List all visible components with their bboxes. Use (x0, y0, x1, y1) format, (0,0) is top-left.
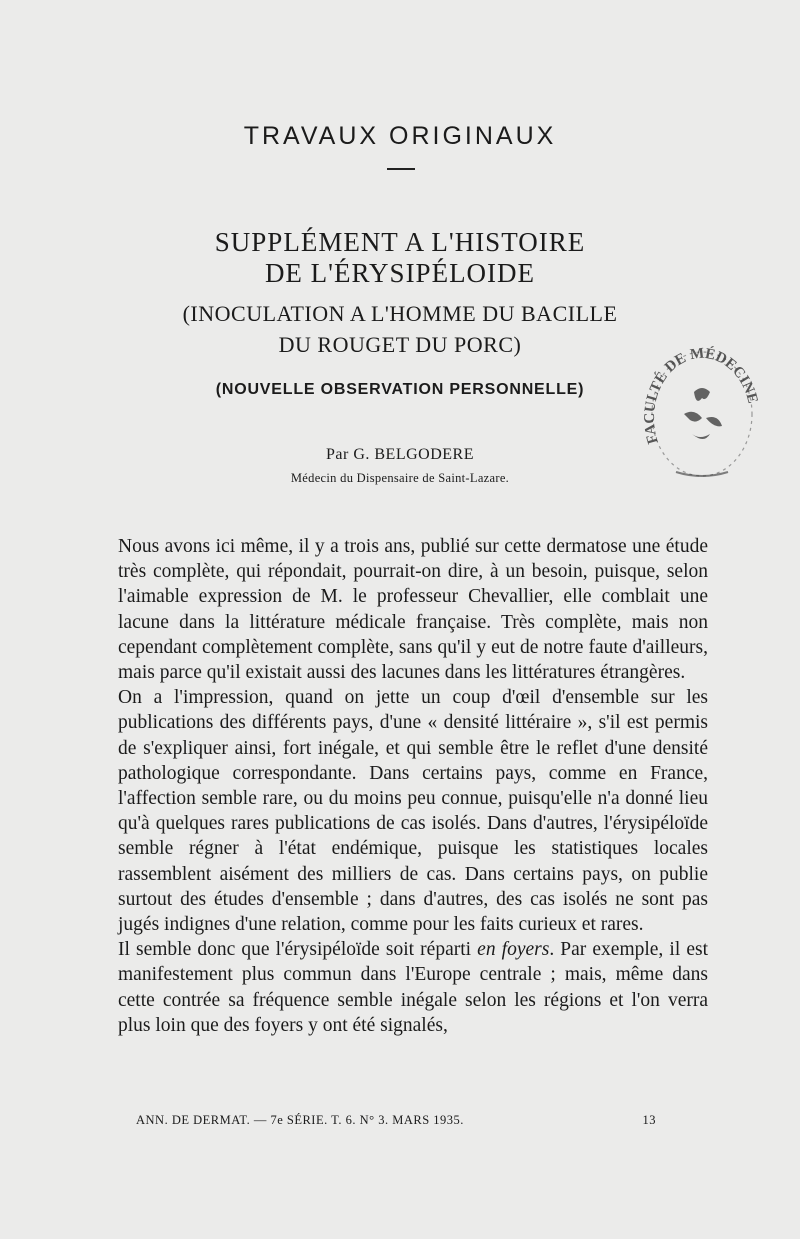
author-line: Par G. BELGODERE (326, 446, 474, 463)
page-number: 13 (642, 1113, 656, 1127)
paragraph-3: Il semble donc que l'érysipéloïde soit réparti en foyers. Par exemple, il est manifestement plus commun dans l'Europe centrale ; mais, même dans cette contrée sa fréquence semble inégale selon les régions et l'on verra plus loin que des foyers y ont été signalés, (118, 939, 708, 1036)
article-subtitle-line1: (INOCULATION A L'HOMME DU BACILLE (182, 301, 618, 326)
title-rule (387, 168, 415, 170)
journal-citation: ANN. DE DERMAT. — 7e SÉRIE. T. 6. N° 3. MARS 1935. (136, 1113, 464, 1127)
observation-heading: (NOUVELLE OBSERVATION PERSONNELLE) (215, 381, 585, 398)
library-stamp (636, 322, 768, 492)
author-affiliation: Médecin du Dispensaire de Saint-Lazare. (290, 471, 510, 485)
emphasis-en-foyers: en foyers (477, 939, 550, 961)
stamp-text: FACULTÉ DE MÉDECINE (641, 345, 761, 446)
article-title-line2: DE L'ÉRYSIPÉLOIDE (264, 258, 536, 288)
paragraph-1: Nous avons ici même, il y a trois ans, publié sur cette dermatose une étude très complète, qui répondait, pourrait-on dire, à un besoin, puisque, selon l'aimable expression de M. le professeur Chevallier, elle comblait une lacune dans la littérature médicale française. Très complète, mais non cependant complètement complète, sans qu'il y eut de notre faute d'ailleurs, mais parce qu'il existait aussi des lacunes dans les littératures étrangères. (118, 536, 708, 684)
page-footer (136, 1113, 656, 1128)
article-title-line1: SUPPLÉMENT A L'HISTOIRE (214, 227, 586, 257)
article-subtitle-line2: DU ROUGET DU PORC) (278, 332, 522, 357)
paragraph-2: On a l'impression, quand on jette un coup d'œil d'ensemble sur les publications des différents pays, d'une « densité littéraire », s'il est permis de s'expliquer ainsi, fort inégale, et qui semble être le reflet d'une densité pathologique correspondante. Dans certains pays, comme en France, l'affection semble rare, ou du moins peu connue, puisqu'elle n'a donné lieu qu'à quelques rares publications de cas isolés. Dans d'autres, l'érysipéloïde semble régner à l'état endémique, puisque les statistiques locales rassemblent aisément des milliers de cas. Dans certains pays, on publie surtout des études d'ensemble ; dans d'autres, des cas isolés ne sont pas jugés indignes d'une relation, comme pour les faits curieux et rares. (118, 687, 708, 936)
section-title: TRAVAUX ORIGINAUX (243, 122, 557, 150)
article-body (118, 534, 708, 1038)
